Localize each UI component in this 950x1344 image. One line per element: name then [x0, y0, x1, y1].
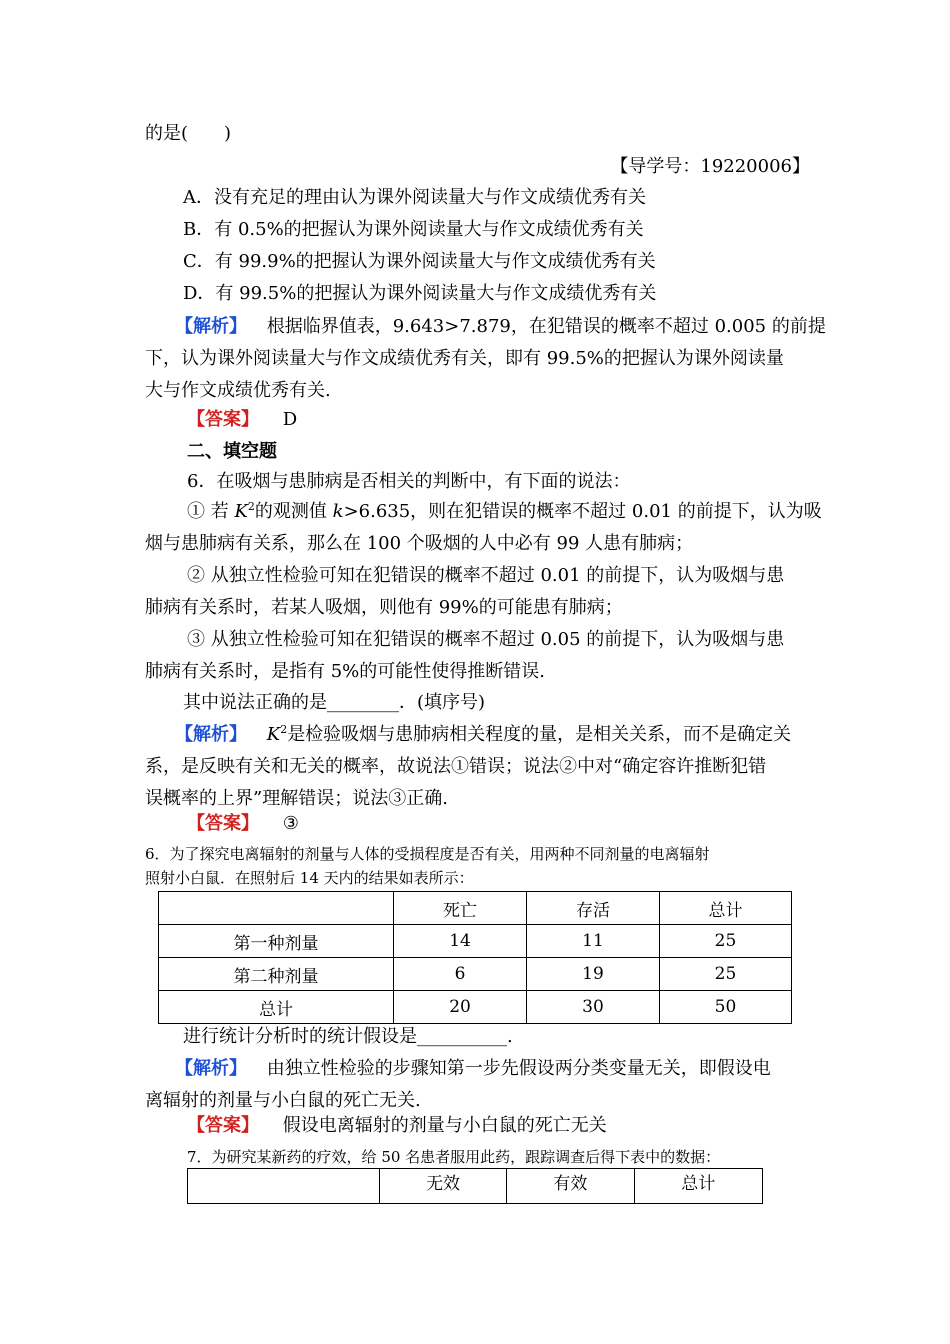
table-cell: 11 — [527, 925, 660, 958]
q6-statement2-line2: 肺病有关系时，若某人吸烟，则他有 99%的可能患有肺病； — [145, 597, 623, 618]
table-row — [159, 991, 792, 1024]
q5-answer-row — [187, 408, 852, 432]
drug-table — [187, 1168, 763, 1204]
q6b-answer: 假设电离辐射的剂量与小白鼠的死亡无关 — [282, 1115, 607, 1136]
option-c: C．有 99.9%的把握认为课外阅读量大与作文成绩优秀有关 — [183, 251, 656, 272]
s1c: >6.635，则在犯错误的概率不超过 0.01 的前提下，认为吸 — [343, 501, 822, 522]
q6b-question: 进行统计分析时的统计假设是__________. — [183, 1026, 513, 1047]
superscript: 2 — [247, 500, 255, 513]
table-header-row — [159, 892, 792, 925]
q5-analysis-line3: 大与作文成绩优秀有关. — [145, 380, 331, 401]
table-header: 无效 — [379, 1169, 506, 1204]
s1b: 的观测值 — [254, 501, 333, 522]
table-header: 死亡 — [394, 892, 527, 925]
table-row — [159, 925, 792, 958]
table-cell: 25 — [659, 958, 791, 991]
q6-statement3-line1: ③ 从独立性检验可知在犯错误的概率不超过 0.05 的前提下，认为吸烟与患 — [187, 629, 785, 650]
table-cell — [188, 1169, 380, 1204]
table-cell — [159, 892, 394, 925]
table-cell: 第一种剂量 — [159, 925, 394, 958]
guide-number: 【导学号：19220006】 — [610, 156, 810, 177]
q7-stem: 7．为研究某新药的疗效，给 50 名患者服用此药，跟踪调查后得下表中的数据： — [187, 1148, 721, 1166]
q6-statement1-line2: 烟与患肺病有关系，那么在 100 个吸烟的人中必有 99 人患有肺病； — [145, 533, 694, 554]
q6b-answer-row — [187, 1114, 852, 1138]
q6-answer: ③ — [282, 813, 299, 834]
q6-analysis-line2: 系，是反映有关和无关的概率，故说法①错误；说法②中对“确定容许推断犯错 — [145, 756, 767, 777]
analysis-tag: 【解析】 — [175, 724, 247, 745]
table-header: 有效 — [507, 1169, 634, 1204]
analysis-tag: 【解析】 — [175, 1058, 247, 1079]
table-header-row — [188, 1169, 763, 1204]
q6b-analysis-text1: 由独立性检验的步骤知第一步先假设两分类变量无关，即假设电 — [266, 1058, 771, 1079]
q5-analysis-text1: 根据临界值表，9.643>7.879，在犯错误的概率不超过 0.005 的前提 — [266, 316, 826, 337]
question-stem-tail: 的是( ) — [145, 123, 232, 144]
table-cell: 20 — [394, 991, 527, 1024]
answer-tag: 【答案】 — [187, 1115, 259, 1136]
q6-analysis-line1 — [175, 723, 810, 747]
q6-analysis-line3: 误概率的上界”理解错误；说法③正确. — [145, 788, 448, 809]
table-cell: 25 — [659, 925, 791, 958]
table-header: 总计 — [634, 1169, 762, 1204]
section-title: 二、填空题 — [187, 441, 277, 462]
k-symbol: K — [234, 501, 248, 522]
table-cell: 14 — [394, 925, 527, 958]
k-symbol: K — [266, 724, 281, 745]
option-b: B．有 0.5%的把握认为课外阅读量大与作文成绩优秀有关 — [183, 219, 644, 240]
table-cell: 30 — [527, 991, 660, 1024]
q6-analysis-text1: 是检验吸烟与患肺病相关程度的量，是相关关系，而不是确定关 — [287, 724, 792, 745]
q6b-stem-line2: 照射小白鼠．在照射后 14 天内的结果如表所示： — [145, 869, 474, 887]
superscript: 2 — [280, 723, 288, 736]
q6b-analysis-line1 — [175, 1057, 810, 1081]
table-cell: 50 — [659, 991, 791, 1024]
answer-tag: 【答案】 — [187, 409, 259, 430]
q6b-analysis-line2: 离辐射的剂量与小白鼠的死亡无关. — [145, 1090, 421, 1111]
table-cell: 第二种剂量 — [159, 958, 394, 991]
table-row — [159, 958, 792, 991]
table-cell: 19 — [527, 958, 660, 991]
k-small: k — [332, 501, 344, 522]
q6-question: 其中说法正确的是________．(填序号) — [183, 692, 486, 713]
q5-answer: D — [282, 409, 298, 430]
q6-stem: 6．在吸烟与患肺病是否相关的判断中，有下面的说法： — [187, 471, 631, 492]
q6b-stem-line1: 6．为了探究电离辐射的剂量与人体的受损程度是否有关，用两种不同剂量的电离辐射 — [145, 845, 710, 863]
table-cell: 6 — [394, 958, 527, 991]
q6-statement2-line1: ② 从独立性检验可知在犯错误的概率不超过 0.01 的前提下，认为吸烟与患 — [187, 565, 785, 586]
radiation-table — [158, 891, 792, 1024]
s1a: ① 若 — [187, 501, 235, 522]
q5-analysis-line2: 下，认为课外阅读量大与作文成绩优秀有关，即有 99.5%的把握认为课外阅读量 — [145, 348, 784, 369]
option-a: A．没有充足的理由认为课外阅读量大与作文成绩优秀有关 — [183, 187, 646, 208]
option-d: D．有 99.5%的把握认为课外阅读量大与作文成绩优秀有关 — [183, 283, 657, 304]
table-header: 总计 — [659, 892, 791, 925]
answer-tag: 【答案】 — [187, 813, 259, 834]
analysis-tag: 【解析】 — [175, 316, 247, 337]
q6-statement3-line2: 肺病有关系时，是指有 5%的可能性使得推断错误. — [145, 661, 545, 682]
table-header: 存活 — [527, 892, 660, 925]
q5-analysis-line1 — [175, 315, 826, 339]
q6-statement1-line1 — [187, 500, 852, 524]
q6-answer-row — [187, 812, 852, 836]
table-cell: 总计 — [159, 991, 394, 1024]
